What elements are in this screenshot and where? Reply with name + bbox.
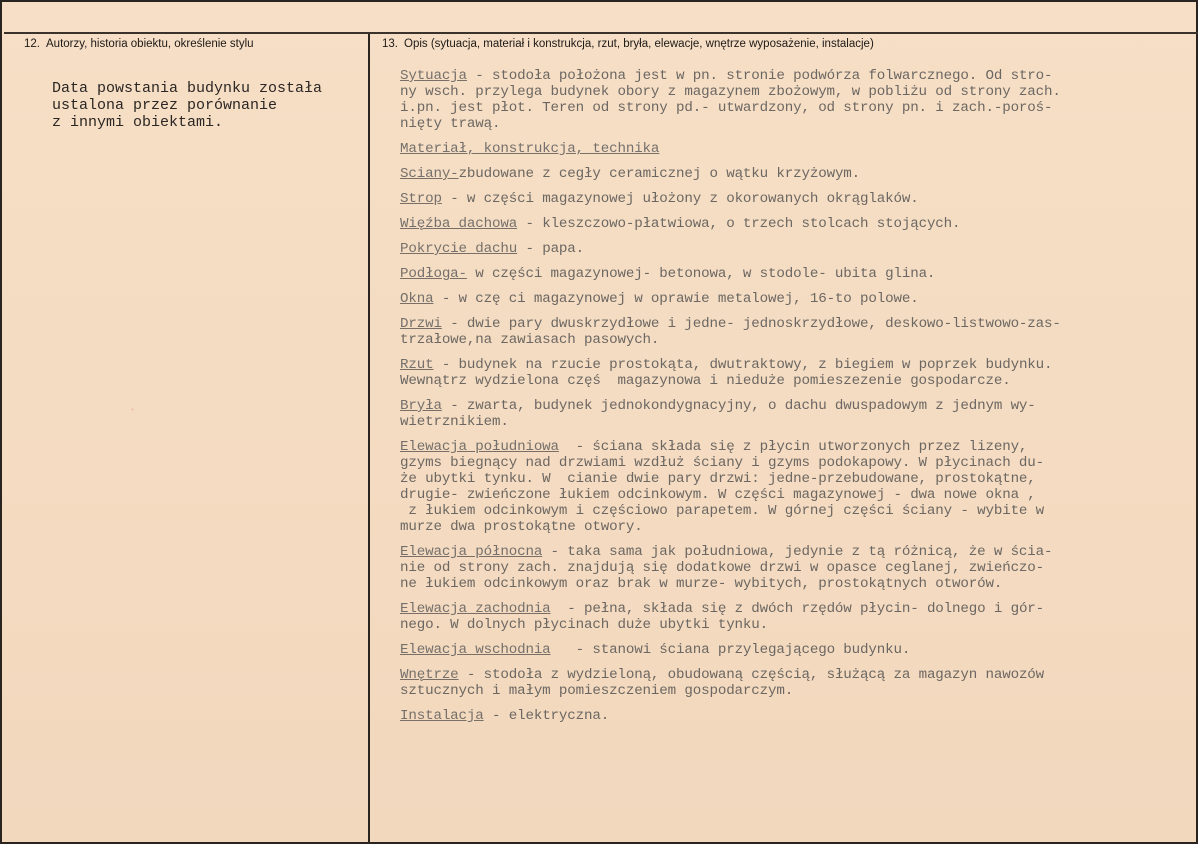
description-line <box>400 166 1196 182</box>
section-heading: Rzut <box>400 357 434 373</box>
section-heading: Materiał, konstrukcja, technika <box>400 141 660 157</box>
section-text: ne łukiem odcinkowym oraz brak w murze- wybitych, prostokątnych otworów. <box>400 576 1003 592</box>
description-line <box>400 576 1196 592</box>
section-text: - zwarta, budynek jednokondygnacyjny, o dachu dwuspadowym z jednym wy- <box>441 398 1036 414</box>
section-heading: Elewacja południowa <box>400 439 559 455</box>
section-text: nięty trawą. <box>400 116 501 132</box>
description-paragraph <box>400 68 1196 132</box>
section-text: Wewnątrz wydzielona częś magazynowa i nieduże pomieszezenie gospodarcze. <box>400 373 1011 389</box>
section-heading: Drzwi <box>400 316 442 332</box>
description-line <box>400 471 1196 487</box>
description-paragraph <box>400 241 1196 257</box>
description-paragraph <box>400 708 1196 724</box>
description-line <box>400 617 1196 633</box>
description-line <box>400 373 1196 389</box>
section-text: - stanowi ściana przylegającego budynku. <box>550 642 911 658</box>
section-text: - stodoła położona jest w pn. stronie podwórza folwarcznego. Od stro- <box>466 68 1053 84</box>
section-text: - papa. <box>517 241 585 257</box>
description-line <box>400 84 1196 100</box>
section-text: nego. W dolnych płycinach duże ubytki tynku. <box>400 617 769 633</box>
section-text: sztucznych i małym pomieszczeniem gospodarczym. <box>400 683 794 699</box>
section-text: - pełna, składa się z dwóch rzędów płycin- dolnego i gór- <box>550 601 1045 617</box>
description-line <box>400 519 1196 535</box>
section-heading: Elewacja wschodnia <box>400 642 551 658</box>
section-heading: Podłoga- <box>400 266 467 282</box>
description-line <box>400 683 1196 699</box>
description-paragraph <box>400 439 1196 535</box>
section-text: wietrznikiem. <box>400 414 509 430</box>
description-paragraph <box>400 216 1196 232</box>
section-heading: Sytuacja <box>400 68 467 84</box>
section-heading: Okna <box>400 291 434 307</box>
description-paragraph <box>400 266 1196 282</box>
description-line <box>400 68 1196 84</box>
field-13-number: 13. <box>382 38 398 50</box>
description-paragraph <box>400 357 1196 389</box>
section-text: ny wsch. przylega budynek obory z magazynem zbożowym, w pobliżu od strony zach. <box>400 84 1061 100</box>
description-paragraph <box>400 544 1196 592</box>
section-heading: Strop <box>400 191 442 207</box>
description-paragraph <box>400 601 1196 633</box>
section-text: gzyms biegnący nad drzwiami wzdłuż ściany i gzyms podokapowy. W płycinach du- <box>400 455 1045 471</box>
field-12-content <box>52 80 322 131</box>
section-heading: Więźba dachowa <box>400 216 518 232</box>
section-text: - stodoła z wydzieloną, obudowaną częścią, służącą za magazyn nawozów <box>458 667 1045 683</box>
description-line <box>400 642 1196 658</box>
description-line <box>400 291 1196 307</box>
section-text: - ściana składa się z płycin utworzonych przez lizeny, <box>558 439 1028 455</box>
header-rule <box>4 32 1198 34</box>
description-line <box>400 316 1196 332</box>
description-line <box>400 357 1196 373</box>
description-line <box>400 439 1196 455</box>
section-text: - kleszczowo-płatwiowa, o trzech stolcach stojących. <box>517 216 961 232</box>
description-paragraph <box>400 166 1196 182</box>
section-text: nie od strony zach. znajdują się dodatkowe drzwi w opasce ceglanej, zwieńczo- <box>400 560 1045 576</box>
description-line <box>400 100 1196 116</box>
section-text: - taka sama jak południowa, jedynie z tą różnicą, że w ścia- <box>542 544 1053 560</box>
description-line <box>400 332 1196 348</box>
section-heading: Pokrycie dachu <box>400 241 518 257</box>
field-12-title: Autorzy, historia obiektu, określenie stylu <box>46 38 254 50</box>
section-heading: Elewacja zachodnia <box>400 601 551 617</box>
description-paragraph <box>400 191 1196 207</box>
field-13-content <box>400 68 1196 733</box>
description-line <box>400 241 1196 257</box>
description-line <box>400 601 1196 617</box>
description-line <box>400 398 1196 414</box>
section-heading: Bryła <box>400 398 442 414</box>
red-ink-mark: ﾞ <box>131 409 136 419</box>
section-text: - elektryczna. <box>483 708 610 724</box>
section-text: w części magazynowej- betonowa, w stodole- ubita glina. <box>466 266 936 282</box>
field-13-header <box>382 38 874 50</box>
section-text: i.pn. jest płot. Teren od strony pd.- utwardzony, od strony pn. i zach.-poroś- <box>400 100 1053 116</box>
section-text: - dwie pary dwuskrzydłowe i jedne- jednoskrzydłowe, deskowo-listwowo-zas- <box>441 316 1061 332</box>
section-text: - w części magazynowej ułożony z okorowanych okrąglaków. <box>441 191 919 207</box>
section-text: że ubytki tynku. W cianie dwie pary drzwi: jedne-przebudowane, prostokątne, <box>400 471 1036 487</box>
description-paragraph <box>400 642 1196 658</box>
field-12-number: 12. <box>24 38 40 50</box>
section-text: drugie- zwieńczone łukiem odcinkowym. W części magazynowej - dwa nowe okna , <box>400 487 1036 503</box>
description-line <box>400 116 1196 132</box>
section-text: - budynek na rzucie prostokąta, dwutraktowy, z biegiem w poprzek budynku. <box>433 357 1053 373</box>
field-12-header <box>24 38 254 50</box>
section-text: - w czę ci magazynowej w oprawie metalowej, 16-to polowe. <box>433 291 919 307</box>
description-line <box>400 487 1196 503</box>
description-line <box>400 191 1196 207</box>
description-paragraph <box>400 667 1196 699</box>
description-line <box>400 708 1196 724</box>
section-text: murze dwa prostokątne otwory. <box>400 519 643 535</box>
section-text: z łukiem odcinkowym i częściowo parapetem. W górnej części ściany - wybite w <box>400 503 1045 519</box>
description-paragraph <box>400 398 1196 430</box>
description-line <box>400 455 1196 471</box>
section-heading: Sciany- <box>400 166 459 182</box>
section-text: trzałowe,na zawiasach pasowych. <box>400 332 660 348</box>
column-divider <box>368 34 370 844</box>
description-line <box>400 667 1196 683</box>
field-13-title: Opis (sytuacja, materiał i konstrukcja, rzut, bryła, elewacje, wnętrze wyposażenie, instalacje) <box>404 38 874 50</box>
description-line <box>400 503 1196 519</box>
description-paragraph <box>400 141 1196 157</box>
description-line <box>400 216 1196 232</box>
field-12-line: Data powstania budynku została <box>52 80 323 97</box>
description-paragraph <box>400 291 1196 307</box>
field-12-line: z innymi obiektami. <box>52 114 224 131</box>
description-line <box>400 560 1196 576</box>
description-line <box>400 414 1196 430</box>
section-heading: Elewacja północna <box>400 544 543 560</box>
field-12-line: ustalona przez porównanie <box>52 97 278 114</box>
description-line <box>400 266 1196 282</box>
section-heading: Wnętrze <box>400 667 459 683</box>
description-line <box>400 544 1196 560</box>
description-line <box>400 141 1196 157</box>
section-heading: Instalacja <box>400 708 484 724</box>
description-paragraph <box>400 316 1196 348</box>
section-text: zbudowane z cegły ceramicznej o wątku krzyżowym. <box>458 166 861 182</box>
